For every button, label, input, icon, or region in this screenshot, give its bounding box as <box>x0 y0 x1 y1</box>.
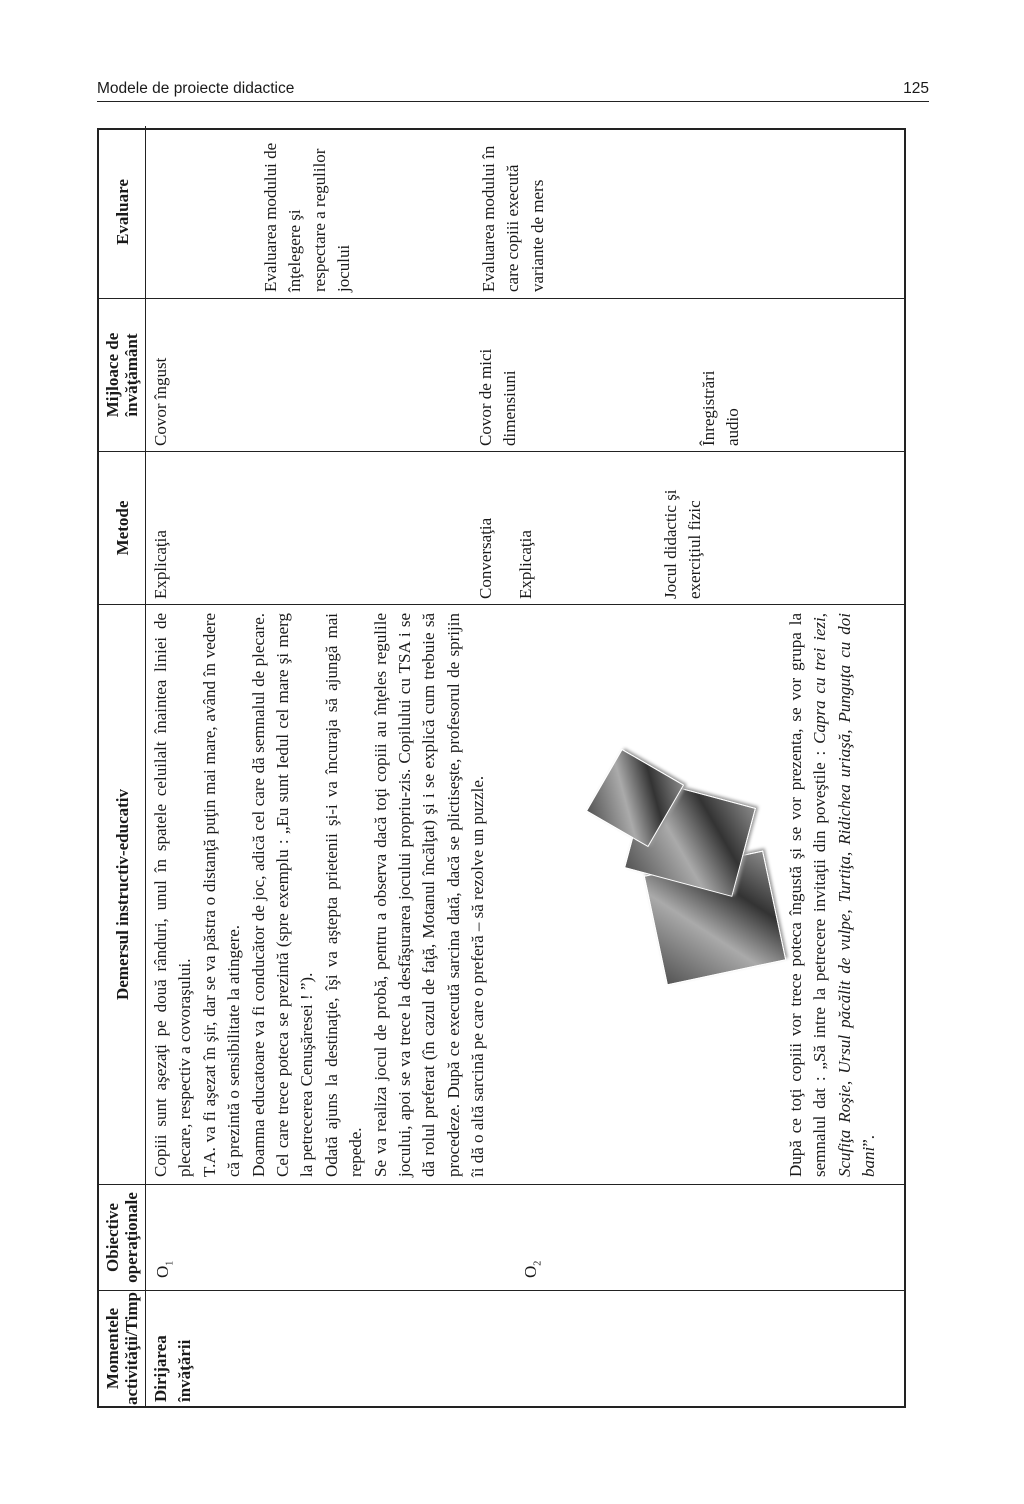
method-item: Explicaţia <box>516 530 535 599</box>
page-number: 125 <box>903 80 929 97</box>
puzzle-image <box>594 754 784 984</box>
resource-item: Covor îngust <box>151 357 170 446</box>
column-resources <box>99 298 904 451</box>
running-header <box>97 80 929 102</box>
column-demers <box>99 604 904 1184</box>
moment-label: Dirijarea învăţării <box>151 1335 195 1402</box>
header-evaluation: Evaluare <box>99 126 146 298</box>
header-moments: Momentele activităţii/Timp <box>99 1291 146 1406</box>
column-moments <box>99 1290 904 1406</box>
resource-item: Înregistrări audio <box>699 370 743 446</box>
objective-o2: $O_2$ <box>521 1260 544 1278</box>
evaluation-item: Evaluarea modului de înţelegere şi respectare a regulilor jocului <box>261 142 354 292</box>
header-methods: Metode <box>99 452 146 604</box>
demers-text <box>149 613 491 1177</box>
lesson-plan-table <box>97 128 906 1408</box>
resource-item: Covor de mici dimensiuni <box>476 348 520 446</box>
objective-o1: $O_1$ <box>153 1260 176 1278</box>
header-demers: Demersul instructiv-educativ <box>99 605 146 1184</box>
demers-paragraph: Doamna educatoare va fi conducător de joc, adică cel care dă semnalul de plecare. Cel care trece poteca se prezintă (spre exemplu : „Eu sunt Iedul cel mare şi merg la petrecerea Cenuşăresei ! ”). <box>248 613 317 1177</box>
header-resources: Mijloace de învăţământ <box>99 299 146 451</box>
column-objectives <box>99 1184 904 1290</box>
header-objectives: Obiective operaţionale <box>99 1185 146 1290</box>
method-item: Jocul didactic şi exerciţiul fizic <box>661 489 705 599</box>
method-item: Conversaţia <box>476 517 495 599</box>
column-evaluation <box>99 126 904 298</box>
running-title: Modele de proiecte didactice <box>97 80 295 97</box>
demers-paragraph: Se va realiza jocul de probă, pentru a observa dacă toţi copiii au înţeles regulile jocului, apoi se va trece la desfăşurarea jocului propriu-zis. Copilului cu TSA i se dă rolul preferat (în cazul de faţă, Motanul încălţat) şi i se explică cum trebuie să procedeze. După ce execută sarcina dată, dacă se plictiseşte, profesorul de sprijin îi dă o altă sarcină pe care o preferă – să rezolve un puzzle. <box>370 613 488 1177</box>
evaluation-item: Evaluarea modului în care copiii execută variante de mers <box>479 145 547 292</box>
method-item: Explicaţia <box>151 530 170 599</box>
column-methods <box>99 451 904 604</box>
demers-final-paragraph: După ce toţi copiii vor trece poteca îngustă şi se vor prezenta, se vor grupa la semnalul dat : „Să intre la petrecere invitaţii din poveştile : Capra cu trei iezi, Scufiţa Roşie, Ursul păcălit de vulpe, Turtiţa, Ridichea uriaşă, Punguţa cu doi bani”. <box>786 612 879 1177</box>
demers-paragraph: T.A. va fi aşezat în şir, dar se va păstra o distanţă puţin mai mare, având în vedere că prezintă o sensibilitate la atingere. <box>199 613 244 1177</box>
demers-paragraph: Copiii sunt aşezaţi pe două rânduri, unul în spatele celuilalt înaintea liniei de plecare, respectiv a covoraşului. <box>151 613 195 1177</box>
demers-paragraph: Odată ajuns la destinaţie, îşi va aştepta prietenii şi-i va încuraja să ajungă mai repede. <box>321 613 366 1177</box>
